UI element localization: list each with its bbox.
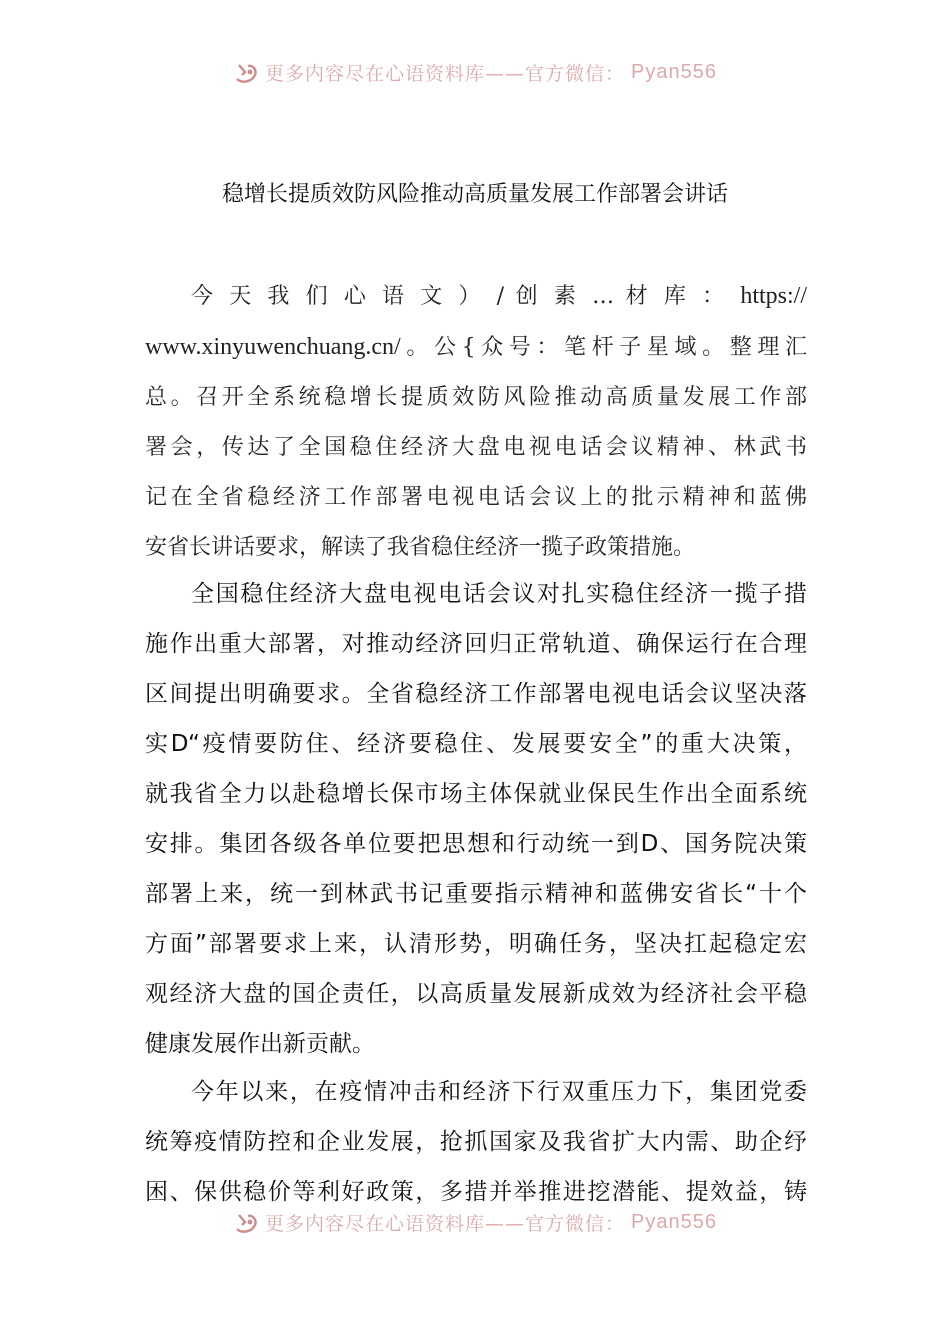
p2-line-8: 方面”部署要求上来，认清形势，明确任务，坚决扛起稳定宏 — [145, 931, 807, 957]
paragraph-2 — [145, 569, 807, 1069]
p2-line-9: 观经济大盘的国企责任，以高质量发展新成效为经济社会平稳 — [145, 981, 807, 1007]
intro-line-4: 署会，传达了全国稳住经济大盘电视电话会议精神、林武书 — [145, 435, 807, 460]
intro-url-part-1: https:// — [740, 283, 807, 309]
watermark-handle: Pyan556 — [631, 60, 717, 83]
intro-line-6: 安省长讲话要求，解读了我省稳住经济一揽子政策措施。 — [145, 535, 696, 560]
p2-line-3: 区间提出明确要求。全省稳经济工作部署电视电话会议坚决落 — [145, 681, 807, 707]
intro-line-1-text: 今 天 我 们 心 语 文 ） / 创 素 … 材 库 ： — [191, 284, 729, 309]
watermark-handle: Pyan556 — [631, 1210, 717, 1233]
p2-line-7: 部署上来，统一到林武书记重要指示精神和蓝佛安省长“十个 — [145, 881, 807, 907]
watermark-text: 更多内容尽在心语资料库——官方微信： — [265, 62, 626, 85]
p2-line-1: 全国稳住经济大盘电视电话会议对扎实稳住经济一揽子措 — [191, 581, 807, 607]
p3-line-3: 困、保供稳价等利好政策，多措并举推进挖潜能、提效益，铸 — [145, 1179, 807, 1205]
watermark-header — [0, 56, 950, 88]
paragraph-3 — [145, 1067, 807, 1217]
logo-icon — [233, 1209, 259, 1235]
p2-line-2: 施作出重大部署，对推动经济回归正常轨道、确保运行在合理 — [145, 631, 807, 657]
logo-icon — [233, 59, 259, 85]
intro-line-5: 记在全省稳经济工作部署电视电话会议上的批示精神和蓝佛 — [145, 485, 807, 510]
intro-line-1 — [145, 271, 807, 322]
p2-line-5: 就我省全力以赴稳增长保市场主体保就业保民生作出全面系统 — [145, 781, 807, 807]
intro-line-3: 总。召开全系统稳增长提质效防风险推动高质量发展工作部 — [145, 385, 807, 410]
intro-paragraph — [145, 271, 807, 573]
p2-line-10: 健康发展作出新贡献。 — [145, 1031, 375, 1057]
intro-line-2 — [145, 322, 807, 373]
watermark-text: 更多内容尽在心语资料库——官方微信： — [265, 1212, 626, 1235]
intro-url-part-2: www.xinyuwenchuang.cn/ — [145, 334, 401, 360]
watermark-footer — [0, 1206, 950, 1238]
p2-line-6: 安排。集团各级各单位要把思想和行动统一到D、国务院决策 — [145, 831, 807, 857]
p3-line-1: 今年以来，在疫情冲击和经济下行双重压力下，集团党委 — [191, 1079, 807, 1105]
document-title: 稳增长提质效防风险推动高质量发展工作部署会讲话 — [221, 182, 728, 207]
intro-line-2-text: 。公{众号：笔杆子星域。整理汇 — [400, 335, 807, 360]
p2-line-4: 实D“疫情要防住、经济要稳住、发展要安全”的重大决策， — [145, 731, 807, 757]
p3-line-2: 统筹疫情防控和企业发展，抢抓国家及我省扩大内需、助企纾 — [145, 1129, 807, 1155]
